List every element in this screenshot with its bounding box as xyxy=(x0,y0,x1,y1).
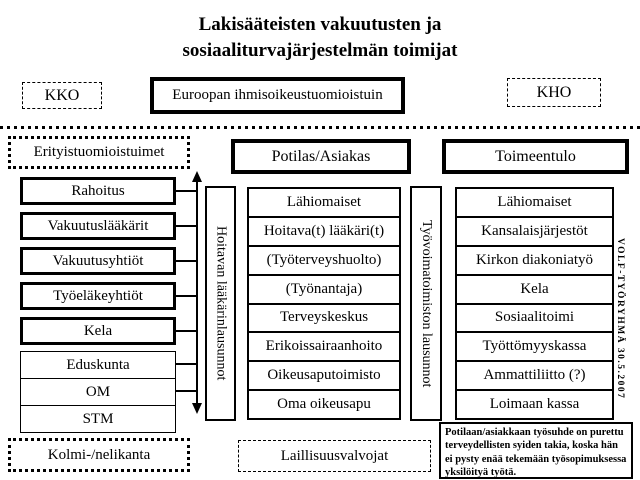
workgroup-watermark: VOLF-TYÖRYHMÄ 30.5.2007 xyxy=(615,238,625,400)
list-item: Terveyskeskus xyxy=(249,303,399,332)
connector-tick xyxy=(176,390,197,392)
list-item: Erikoissairaanhoito xyxy=(249,331,399,360)
patient-actors-list xyxy=(247,187,401,420)
left-box-kela: Kela xyxy=(20,317,176,345)
patient-client-box: Potilas/Asiakas xyxy=(231,139,411,174)
connector-tick xyxy=(176,330,197,332)
page-title xyxy=(0,12,640,64)
lawfulness-supervisors-box: Laillisuusvalvojat xyxy=(238,440,431,472)
list-item: Hoitava(t) lääkäri(t) xyxy=(249,216,399,245)
group-row-om: OM xyxy=(21,378,175,405)
government-group-box xyxy=(20,351,176,433)
arrow-up-icon xyxy=(192,171,202,182)
list-item: (Työnantaja) xyxy=(249,274,399,303)
list-item: Kansalaisjärjestöt xyxy=(457,216,612,245)
left-box-tyoelakeyhtiot: Työeläkeyhtiöt xyxy=(20,282,176,310)
list-item: Oma oikeusapu xyxy=(249,389,399,418)
connector-tick xyxy=(176,190,197,192)
kolmi-nelikanta-box: Kolmi-/nelikanta xyxy=(8,438,190,472)
list-item: Työttömyyskassa xyxy=(457,331,612,360)
group-row-eduskunta: Eduskunta xyxy=(66,356,130,373)
list-item: Lähiomaiset xyxy=(286,193,362,210)
employment-office-statements-box: Työvoimatoimiston lausunnot xyxy=(410,186,442,421)
treating-doctor-statements-box: Hoitavan lääkärinlausunnot xyxy=(205,186,236,421)
dotted-separator-line xyxy=(0,126,640,129)
european-court-box: Euroopan ihmisoikeustuomioistuin xyxy=(150,77,405,114)
connector-tick xyxy=(176,260,197,262)
income-actors-list xyxy=(455,187,614,420)
list-item: Ammattiliitto (?) xyxy=(457,360,612,389)
income-box: Toimeentulo xyxy=(442,139,629,174)
page-title-line1: Lakisääteisten vakuutusten ja xyxy=(198,14,442,35)
list-item: Sosiaalitoimi xyxy=(457,303,612,332)
list-item: Oikeusaputoimisto xyxy=(249,360,399,389)
group-row-stm: STM xyxy=(21,405,175,432)
list-item: (Työterveyshuolto) xyxy=(249,245,399,274)
left-box-vakuutuslaakarit: Vakuutuslääkärit xyxy=(20,212,176,240)
list-item: Kela xyxy=(457,274,612,303)
kho-box: KHO xyxy=(507,78,601,107)
arrow-down-icon xyxy=(192,403,202,414)
special-courts-box: Erityistuomioistuimet xyxy=(8,136,190,169)
list-item: Loimaan kassa xyxy=(457,389,612,418)
left-box-rahoitus: Rahoitus xyxy=(20,177,176,205)
left-box-vakuutusyhtiot: Vakuutusyhtiöt xyxy=(20,247,176,275)
kko-box: KKO xyxy=(22,82,102,109)
page-title-line2: sosiaaliturvajärjestelmän toimijat xyxy=(182,40,458,61)
connector-tick xyxy=(176,363,197,365)
list-item: Kirkon diakoniatyö xyxy=(457,245,612,274)
vertical-connector-line xyxy=(196,181,198,405)
connector-tick xyxy=(176,225,197,227)
connector-tick xyxy=(176,295,197,297)
case-note-box: Potilaan/asiakkaan työsuhde on purettu terveydellisten syiden takia, koska hän ei pysty enää tekemään työsopimuksessa yksilöityä työtä. xyxy=(439,422,633,479)
list-item: Lähiomaiset xyxy=(497,193,572,210)
